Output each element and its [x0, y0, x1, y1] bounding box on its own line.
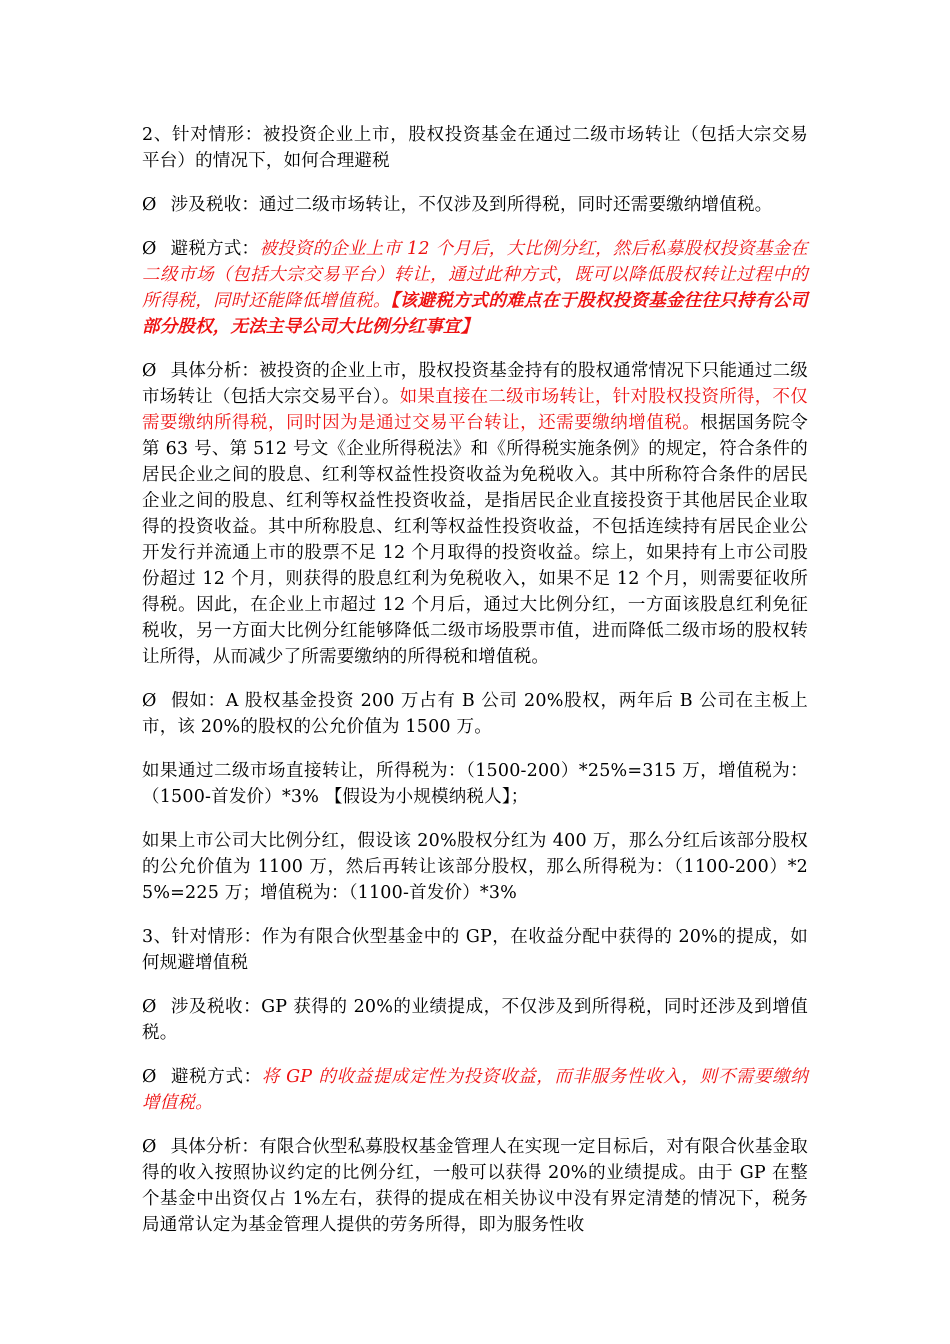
tax-involved-text: 涉及税收：通过二级市场转让，不仅涉及到所得税，同时还需要缴纳增值税。 [170, 195, 773, 215]
gp-avoidance-method-paragraph [142, 1064, 808, 1116]
gp-tax-involved-text: 涉及税收：GP 获得的 20%的业绩提成，不仅涉及到所得税，同时还涉及到增值税。 [142, 997, 808, 1043]
analysis-paragraph [142, 358, 808, 670]
direct-transfer-text: 如果通过二级市场直接转让，所得税为：（1500-200）*25%=315 万，增值税为：（1500-首发价）*3% 【假设为小规模纳税人】； [142, 761, 808, 807]
dividend-text: 如果上市公司大比例分红，假设该 20%股权分红为 400 万，那么分红后该部分股权的公允价值为 1100 万，然后再转让该部分股权，那么所得税为：（1100-200）*25%=225 万；增值税为：（1100-首发价）*3% [142, 831, 808, 903]
bullet-icon: Ø [142, 239, 157, 259]
section-3-heading [142, 924, 808, 976]
bullet-icon: Ø [142, 1067, 157, 1087]
bullet-icon: Ø [142, 195, 157, 215]
bullet-icon: Ø [142, 1137, 157, 1157]
section-2-heading [142, 122, 808, 174]
gp-tax-involved-paragraph [142, 994, 808, 1046]
section-2-heading-text: 2、针对情形：被投资企业上市，股权投资基金在通过二级市场转让（包括大宗交易平台）的情况下，如何合理避税 [142, 125, 808, 171]
avoidance-method-note: 【该避税方式的难点在于股权投资基金往往只持有公司部分股权，无法主导公司大比例分红事宜】 [142, 291, 808, 337]
section-3-heading-text: 3、针对情形：作为有限合伙型基金中的 GP，在收益分配中获得的 20%的提成，如何规避增值税 [142, 927, 808, 973]
direct-transfer-paragraph [142, 758, 808, 810]
bullet-icon: Ø [142, 997, 157, 1017]
dividend-paragraph [142, 828, 808, 906]
avoidance-method-text: 被投资的企业上市 12 个月后，大比例分红，然后私募股权投资基金在二级市场（包括大宗交易平台）转让，通过此种方式，既可以降低股权转让过程中的所得税，同时还能降低增值税。 [142, 239, 809, 311]
avoidance-method-label: 避税方式： [170, 239, 260, 259]
gp-avoidance-method-label: 避税方式： [170, 1067, 262, 1087]
example-text: 假如：A 股权基金投资 200 万占有 B 公司 20%股权，两年后 B 公司在主板上市，该 20%的股权的公允价值为 1500 万。 [142, 691, 808, 737]
analysis-text-body: 根据国务院令第 63 号、第 512 号文《企业所得税法》和《所得税实施条例》的规定，符合条件的居民企业之间的股息、红利等权益性投资收益为免税收入。其中所称符合条件的居民企业之间的股息、红利等权益性投资收益，是指居民企业直接投资于其他居民企业取得的投资收益。其中所称股息、红利等权益性投资收益，不包括连续持有居民企业公开发行并流通上市的股票不足 12 个月取得的投资收益。综上，如果持有上市公司股份超过 12 个月，则获得的股息红利为免税收入，如果不足 12 个月，则需要征收所得税。因此，在企业上市超过 12 个月后，通过大比例分红，一方面该股息红利免征税收，另一方面大比例分红能够降低二级市场股票市值，进而降低二级市场的股权转让所得，从而减少了所需要缴纳的所得税和增值税。 [142, 413, 809, 667]
analysis-text-intro: 具体分析：被投资的企业上市，股权投资基金持有的股权通常情况下只能通过二级市场转让（包括大宗交易平台）。 [142, 361, 808, 407]
gp-analysis-text: 具体分析：有限合伙型私募股权基金管理人在实现一定目标后，对有限合伙基金取得的收入按照协议约定的比例分红，一般可以获得 20%的业绩提成。由于 GP 在整个基金中出资仅占 1%左右，获得的提成在相关协议中没有界定清楚的情况下，税务局通常认定为基金管理人提供的劳务所得，即为服务性收 [142, 1137, 808, 1235]
tax-involved-paragraph [142, 192, 808, 218]
bullet-icon: Ø [142, 361, 157, 381]
bullet-icon: Ø [142, 691, 157, 711]
analysis-highlight: 如果直接在二级市场转让，针对股权投资所得，不仅需要缴纳所得税，同时因为是通过交易平台转让，还需要缴纳增值税。 [142, 387, 808, 433]
gp-avoidance-method-text: 将 GP 的收益提成定性为投资收益，而非服务性收入，则不需要缴纳增值税。 [142, 1067, 809, 1113]
example-paragraph [142, 688, 808, 740]
gp-analysis-paragraph [142, 1134, 808, 1238]
avoidance-method-paragraph [142, 236, 808, 340]
